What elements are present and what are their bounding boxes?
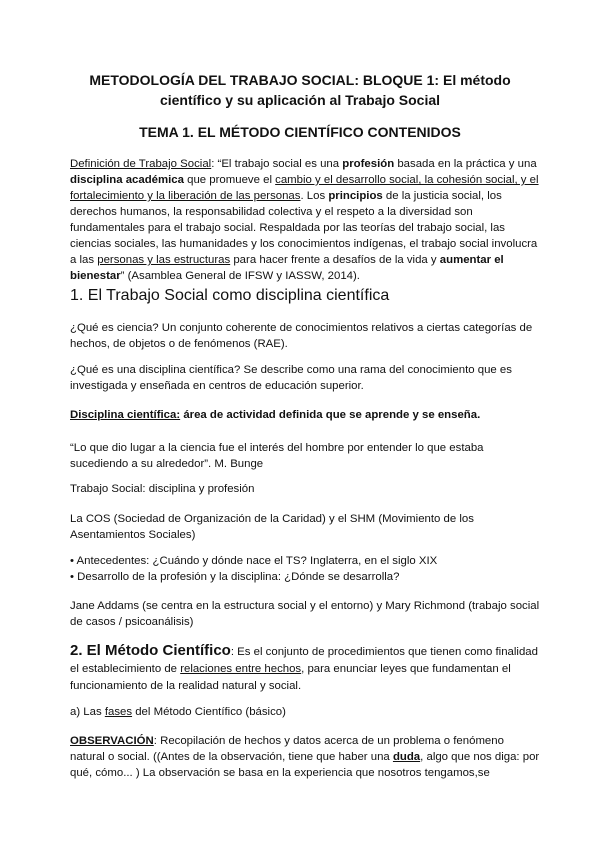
bullet-desarrollo: • Desarrollo de la profesión y la disciplina: ¿Dónde se desarrolla? [70, 571, 400, 583]
observacion-paragraph: OBSERVACIÓN: Recopilación de hechos y datos acerca de un problema o fenómeno natural o social. ((Antes de la observación, tiene que haber una duda, algo que nos diga: por qué, cómo... ) La observación se basa en la experiencia que nosotros tengamos,se [70, 735, 540, 779]
section2-paragraph: 2. El Método Científico: Es el conjunto de procedimientos que tienen como finalidad el establecimiento de relaciones entre hechos, para enunciar leyes que fundamentan el funcionamiento de la realidad natural y social. [70, 642, 538, 692]
definition-paragraph: Definición de Trabajo Social: “El trabajo social es una profesión basada en la práctica y una disciplina académica que promueve el cambio y el desarrollo social, la cohesión social, y el fortalecimiento y la liberación de las personas. Los principios de la justicia social, los derechos humanos, la responsabilidad colectiva y el respeto a la diversidad son fundamentales para el trabajo social. Respaldada por las teorías del trabajo social, las ciencias sociales, las humanidades y los conocimientos indígenas, el trabajo social involucra a las personas y las estructuras para hacer frente a desafíos de la vida y aumentar el bienestar” (Asamblea General de IFSW y IASSW, 2014). [70, 158, 539, 282]
addams-paragraph: Jane Addams (se centra en la estructura social y el entorno) y Mary Richmond (trabajo social de casos / psicoanálisis) [70, 600, 540, 628]
disciplina-definition: Disciplina científica: área de actividad definida que se aprende y se enseña. [70, 409, 481, 421]
document-subtitle: TEMA 1. EL MÉTODO CIENTÍFICO CONTENIDOS [139, 124, 461, 140]
question-disciplina: ¿Qué es una disciplina científica? Se describe como una rama del conocimiento que es investigada y enseñada en centros de educación superior. [70, 364, 512, 392]
ts-line: Trabajo Social: disciplina y profesión [70, 483, 255, 495]
document-title: METODOLOGÍA DEL TRABAJO SOCIAL: BLOQUE 1: El método científico y su aplicación al Trabajo Social [89, 72, 511, 108]
observacion-label: OBSERVACIÓN [70, 735, 154, 747]
section1-heading: 1. El Trabajo Social como disciplina científica [70, 287, 390, 304]
fases-line: a) Las fases del Método Científico (básico) [70, 706, 286, 718]
bunge-quote: “Lo que dio lugar a la ciencia fue el interés del hombre por entender lo que estaba sucediendo a su alrededor”. M. Bunge [70, 442, 484, 470]
cos-paragraph: La COS (Sociedad de Organización de la Caridad) y el SHM (Movimiento de los Asentamientos Sociales) [70, 513, 474, 541]
definition-label: Definición de Trabajo Social [70, 158, 212, 170]
question-ciencia: ¿Qué es ciencia? Un conjunto coherente de conocimientos relativos a ciertas categorías de hechos, de objetos o de fenómenos (RAE). [70, 322, 533, 350]
bullet-antecedentes: • Antecedentes: ¿Cuándo y dónde nace el TS? Inglaterra, en el siglo XIX [70, 555, 438, 567]
section2-heading: 2. El Método Científico [70, 642, 231, 659]
